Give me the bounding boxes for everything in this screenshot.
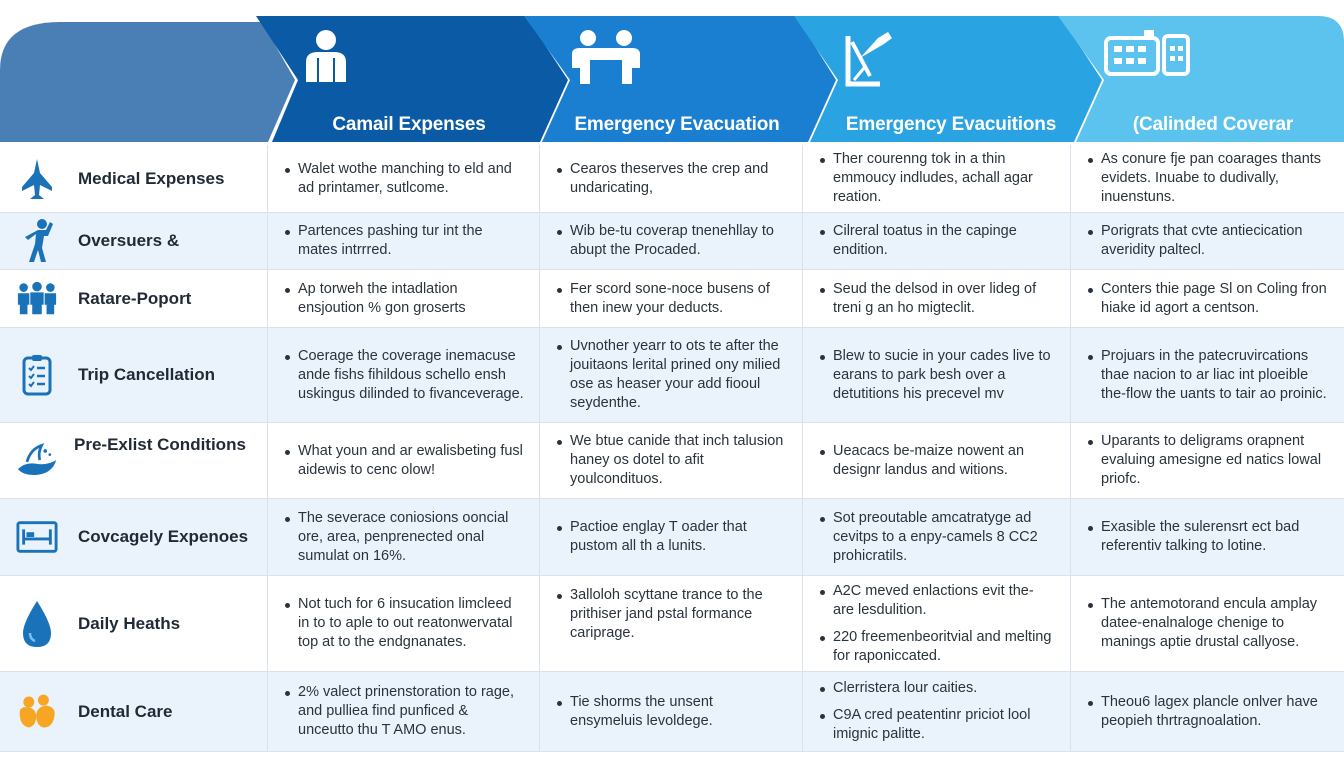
table-cell (803, 270, 1071, 327)
crane-icon (921, 36, 981, 96)
table-cell (803, 499, 1071, 575)
row-header (0, 423, 268, 498)
table-cell (268, 270, 540, 327)
person-icon (379, 36, 439, 96)
cell-text: 3alloloh scyttane trance to the prithiser jand pstal formance cariprage. (554, 586, 788, 643)
table-cell (1071, 270, 1344, 327)
table-cell (803, 672, 1071, 751)
row-label: Ratare-Poport (78, 288, 192, 308)
wave-icon (16, 437, 58, 485)
table-cell (268, 672, 540, 751)
cell-text: 2% valect prinenstoration to rage, and pulliea find punficed & unceutto thu T AMO enus. (282, 683, 525, 740)
table-cell (803, 423, 1071, 498)
table-cell (268, 145, 540, 212)
cell-text: Sot preoutable amcatratyge ad cevitps to a enpy-camels 8 CC2 prohicratils. (817, 509, 1056, 566)
column-header-label: (Calinded Coverar (1132, 114, 1294, 135)
table-cell (540, 328, 803, 422)
table-cell (1071, 328, 1344, 422)
cell-text: Clerristera lour caities. (817, 679, 1056, 698)
column-header-3 (840, 28, 1062, 140)
table-row (0, 423, 1344, 499)
table-cell (540, 213, 803, 269)
cell-text: Seud the delsod in over lideg of treni g an ho migteclit. (817, 280, 1056, 318)
column-header-2 (568, 28, 786, 140)
table-cell (268, 499, 540, 575)
table-cell (1071, 499, 1344, 575)
header-first-segment (0, 22, 295, 142)
cell-text: Theou6 lagex plancle onlver have peopieh thrtragnoalation. (1085, 693, 1330, 731)
table-row (0, 576, 1344, 672)
checklist-icon (16, 351, 58, 399)
row-label: Daily Heaths (78, 613, 181, 633)
table-row (0, 328, 1344, 423)
table-cell (268, 576, 540, 671)
cell-text: Not tuch for 6 insucation limcleed in to to aple to out reatonwervatal top at to the endgnanates. (282, 595, 525, 652)
table-cell (1071, 145, 1344, 212)
row-header (0, 576, 268, 671)
traveler-icon (16, 217, 58, 265)
row-header (0, 499, 268, 575)
table-row (0, 145, 1344, 213)
table-cell (540, 145, 803, 212)
table-cell (1071, 576, 1344, 671)
family-icon (16, 275, 58, 323)
table-cell (1071, 672, 1344, 751)
table-row (0, 672, 1344, 752)
row-label: Medical Expenses (78, 168, 225, 188)
table-cell (268, 328, 540, 422)
cell-text: The antemotorand encula amplay datee-enalnaloge chenige to manings aptie drustal callyose. (1085, 595, 1330, 652)
table-cell (540, 576, 803, 671)
row-label: Pre-Exlist Conditions (74, 435, 246, 454)
table-cell (540, 423, 803, 498)
cell-text: The severace coniosions ooncial ore, area, penprenected onal sumulat on 16%. (282, 509, 525, 566)
table-cell (803, 328, 1071, 422)
row-label: Dental Care (78, 701, 173, 721)
cell-text: Cilreral toatus in the capinge endition. (817, 222, 1056, 260)
cell-text: Projuars in the patecruvircations thae nacion to ar liac int ploeible the-flow the uants to tair ao proinic. (1085, 347, 1330, 404)
table-cell (540, 672, 803, 751)
cell-text: Blew to sucie in your cades live to earans to park besh over a detutitions his precevel mv (817, 347, 1056, 404)
row-label: Oversuers & (78, 231, 180, 250)
table-cell (803, 213, 1071, 269)
cell-text: Coerage the coverage inemacuse ande fishs fihildous schello ensh uskingus dilinded to fivanceverage. (282, 347, 525, 404)
table-row (0, 499, 1344, 576)
header-band (0, 0, 1344, 145)
table-cell (803, 576, 1071, 671)
cell-text: C9A cred peatentinr priciot lool imignic palitte. (817, 706, 1056, 744)
table-cell (540, 499, 803, 575)
row-header (0, 145, 268, 212)
cell-text: Uparants to deligrams orapnent evaluing amesigne ed natics lowal priofc. (1085, 432, 1330, 489)
table-cell (268, 213, 540, 269)
cell-text: Walet wothe manching to eld and ad printamer, sutlcome. (282, 160, 525, 198)
cell-text: As conure fje pan coarages thants evidets. Inuabe to dudivally, inuenstuns. (1085, 150, 1330, 207)
cell-text: 220 freemenbeoritvial and melting for raponiccated. (817, 628, 1056, 666)
cell-text: A2C meved enlactions evit the- are lesdulition. (817, 582, 1056, 620)
row-label: Trip Cancellation (78, 365, 215, 384)
cell-text: Ther courenng tok in a thin emmoucy indludes, achall agar reation. (817, 150, 1056, 207)
drop-icon (16, 600, 58, 648)
table-cell (1071, 423, 1344, 498)
table-cell (540, 270, 803, 327)
cell-text: Uvnother yearr to ots te after the jouitaons lerital prined ony milied ose as heaser your add fiooul seydenthe. (554, 337, 788, 413)
cell-text: Partences pashing tur int the mates intrrred. (282, 222, 525, 260)
table-row (0, 270, 1344, 328)
cell-text: We btue canide that inch talusion haney os dotel to afit youlcondituos. (554, 432, 788, 489)
cell-text: Exasible the sulerensrt ect bad referentiv talking to lotine. (1085, 518, 1330, 556)
row-header (0, 328, 268, 422)
table-row (0, 213, 1344, 270)
cell-text: Wib be-tu coverap tnenehllay to abupt the Procaded. (554, 222, 788, 260)
table-cell (268, 423, 540, 498)
cell-text: Fer scord sone-noce busens of then inew your deducts. (554, 280, 788, 318)
cell-text: What youn and ar ewalisbeting fusl aidewis to cenc olow! (282, 442, 525, 480)
row-header (0, 672, 268, 751)
column-header-label: Camail Expenses (332, 114, 486, 135)
table-cell (803, 145, 1071, 212)
cell-text: Pactioe englay T oader that pustom all th a lunits. (554, 518, 788, 556)
row-header (0, 270, 268, 327)
calendar-device-icon (1183, 36, 1243, 96)
cell-text: Ueacacs be-maize nowent an designr landus and witions. (817, 442, 1056, 480)
column-header-1 (300, 28, 518, 140)
airplane-icon (16, 155, 58, 203)
column-header-label: Emergency Evacuation (574, 114, 780, 135)
column-header-4 (1104, 28, 1322, 140)
bed-icon (16, 513, 58, 561)
row-label: Covcagely Expenoes (78, 527, 249, 546)
cell-text: Porigrats that cvte antiecication averidity paltecl. (1085, 222, 1330, 260)
cell-text: Ap torweh the intadlation ensjoution % gon groserts (282, 280, 525, 318)
column-header-label: Emergency Evacuitions (845, 114, 1057, 135)
tooth-icon (16, 688, 58, 736)
cell-text: Tie shorms the unsent ensymeluis levoldege. (554, 693, 788, 731)
group-icon (647, 36, 707, 96)
table-cell (1071, 213, 1344, 269)
row-header (0, 213, 268, 269)
cell-text: Cearos theserves the crep and undaricating, (554, 160, 788, 198)
cell-text: Conters thie page Sl on Coling fron hiake id agort a centson. (1085, 280, 1330, 318)
